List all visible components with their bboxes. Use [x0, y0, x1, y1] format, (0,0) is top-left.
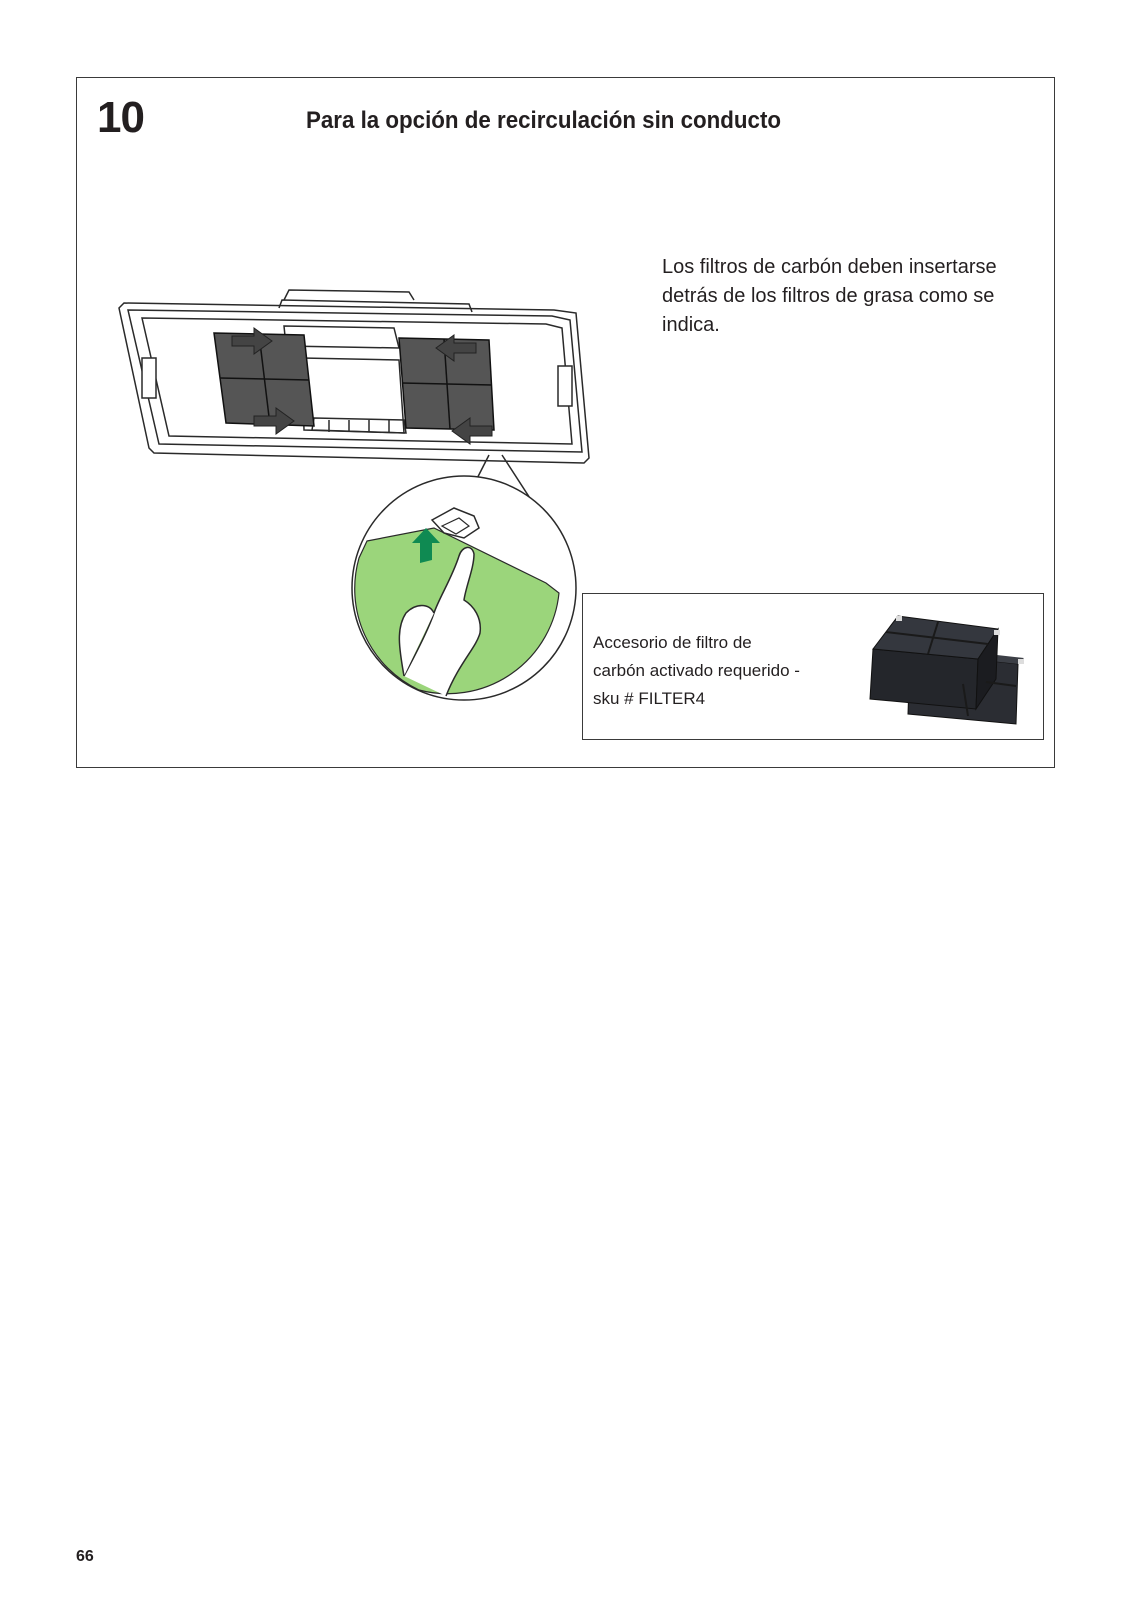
accessory-line-2: carbón activado requerido -: [593, 661, 800, 680]
accessory-line-1: Accesorio de filtro de: [593, 633, 752, 652]
page-number: 66: [76, 1548, 94, 1565]
carbon-filter-image: [868, 604, 1033, 729]
accessory-text: [593, 629, 843, 713]
accessory-box: [582, 593, 1044, 740]
step-number: 10: [97, 93, 144, 142]
accessory-line-3: sku # FILTER4: [593, 689, 706, 708]
step-panel: [76, 77, 1055, 768]
instruction-text: Los filtros de carbón deben insertarse detrás de los filtros de grasa como se indica.: [662, 256, 997, 336]
step-title: Para la opción de recirculación sin conducto: [306, 107, 782, 134]
